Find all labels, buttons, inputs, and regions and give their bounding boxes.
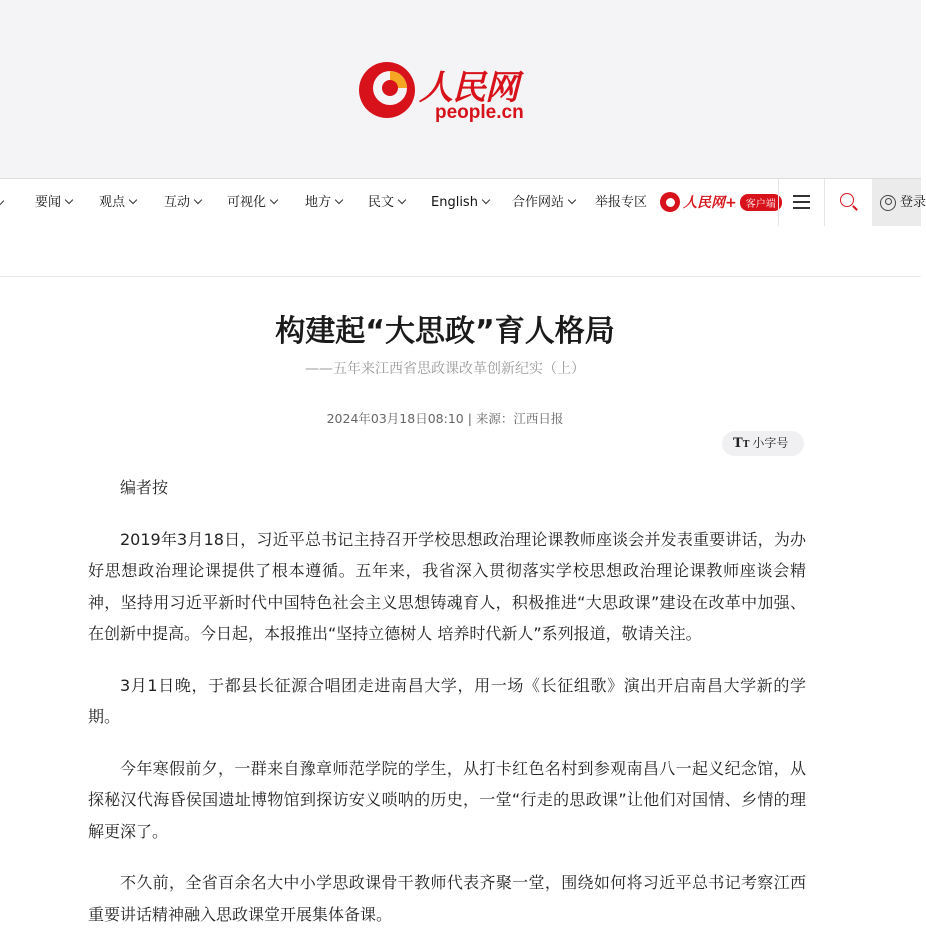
menu-button[interactable] xyxy=(778,179,823,226)
people-plus-app-link[interactable] xyxy=(660,190,782,214)
chevron-down-icon xyxy=(129,196,137,204)
editor-note-heading: 编者按 xyxy=(120,478,169,497)
login-button[interactable] xyxy=(872,179,926,226)
nav-item-minwen[interactable] xyxy=(368,179,405,227)
nav-label: 互动 xyxy=(164,195,191,210)
article-title: 构建起“大思政”育人格局 xyxy=(275,314,615,349)
logo-emblem-icon xyxy=(357,60,417,120)
logo-cn-text: 人民网 xyxy=(419,68,518,108)
article-paragraph: 今年寒假前夕，一群来自豫章师范学院的学生，从打卡红色名村到参观南昌八一起义纪念馆，从探秘汉代海昏侯国遗址博物馆到探访安义唢呐的历史，一堂“行走的思政课”让他们对国情、乡情的理解更深了。 xyxy=(88,758,806,841)
nav-item-english[interactable] xyxy=(431,179,489,227)
nav-item-keshihua[interactable] xyxy=(227,179,277,227)
chevron-down-icon xyxy=(194,196,202,204)
people-cn-logo[interactable] xyxy=(357,58,537,128)
font-size-icon: TT xyxy=(733,436,750,451)
article-meta: 2024年03月18日08:10 | 来源：江西日报 xyxy=(326,411,564,426)
nav-item-guandian[interactable] xyxy=(99,179,136,227)
login-label: 登录 xyxy=(900,195,926,210)
nav-label: 观点 xyxy=(99,195,126,210)
search-icon-handle xyxy=(852,205,858,211)
font-size-toggle[interactable] xyxy=(722,431,804,456)
nav-item-report[interactable]: 举报专区 xyxy=(595,195,648,210)
divider xyxy=(0,276,921,277)
article-paragraph: 2019年3月18日，习近平总书记主持召开学校思想政治理论课教师座谈会并发表重要讲话，为办好思想政治理论课提供了根本遵循。五年来，我省深入贯彻落实学校思想政治理论课教师座谈会精神，坚持用习近平新时代中国特色社会主义思想铸魂育人，积极推进“大思政课”建设在改革中加强、在创新中提高。今日起，本报推出“坚持立德树人 培养时代新人”系列报道，敬请关注。 xyxy=(88,529,806,643)
search-button[interactable] xyxy=(824,179,871,226)
nav-item-hudong[interactable] xyxy=(164,179,201,227)
chevron-down-icon xyxy=(482,196,490,204)
chevron-down-icon xyxy=(335,196,343,204)
nav-label: 可视化 xyxy=(227,195,267,210)
chevron-down-icon xyxy=(398,196,406,204)
nav-label: 要闻 xyxy=(35,195,62,210)
nav-label: English xyxy=(431,195,478,210)
chevron-down-icon xyxy=(568,196,576,204)
app-badge: 客户端 xyxy=(740,194,782,211)
people-plus-logo-icon xyxy=(660,192,680,212)
chevron-down-icon xyxy=(65,196,73,204)
nav-item-partners[interactable] xyxy=(512,179,575,227)
chevron-down-icon[interactable] xyxy=(0,197,4,205)
article-subtitle: ——五年来江西省思政课改革创新纪实（上） xyxy=(305,361,585,377)
site-header xyxy=(0,0,921,178)
nav-item-yaowen[interactable] xyxy=(35,179,72,227)
chevron-down-icon xyxy=(270,196,278,204)
nav-label: 地方 xyxy=(305,195,332,210)
app-name: 人民网+ xyxy=(683,195,737,211)
article-body xyxy=(88,472,806,950)
article-paragraph: 不久前，全省百余名大中小学思政课骨干教师代表齐聚一堂，围绕如何将习近平总书记考察江西重要讲话精神融入思政课堂开展集体备课。 xyxy=(88,873,806,924)
article-paragraph: 3月1日晚，于都县长征源合唱团走进南昌大学，用一场《长征组歌》演出开启南昌大学新的学期。 xyxy=(88,675,806,726)
logo-en-text: people.cn xyxy=(435,102,524,123)
font-size-label: 小字号 xyxy=(752,436,789,450)
nav-label: 合作网站 xyxy=(512,195,565,210)
hamburger-icon xyxy=(793,195,810,197)
nav-item-difang[interactable] xyxy=(305,179,342,227)
user-icon xyxy=(880,195,896,211)
nav-label: 民文 xyxy=(368,195,395,210)
